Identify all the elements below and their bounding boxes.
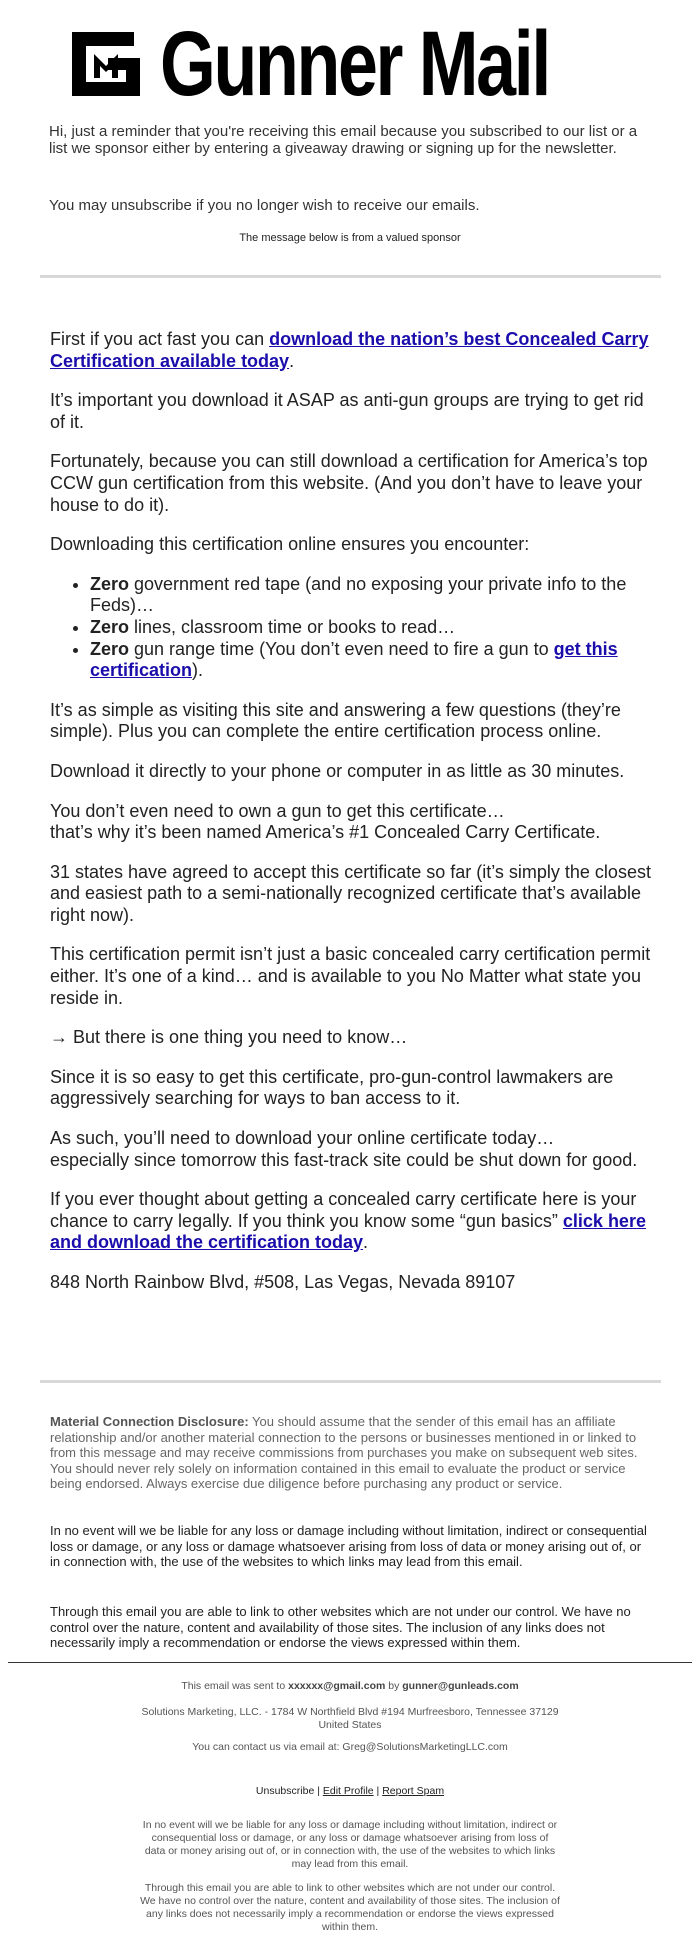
company-address: Solutions Marketing, LLC. - 1784 W Northfield Blvd #194 Murfreesboro, Tennessee 37129 United States [141, 1706, 559, 1731]
paragraph: This certification permit isn’t just a basic concealed carry certification permit either. It’s one of a kind… and is available to you No Matter what state you reside in. [50, 944, 651, 1008]
footer-links: Unsubscribe | Edit Profile | Report Spam [255, 1785, 445, 1797]
divider [40, 1380, 661, 1383]
external-links-notice: Through this email you are able to link to other websites which are not under our control. We have no control over the nature, content and availability of those sites. The inclusion of any links does not necessarily imply a recommendation or endorse the views expressed within them. [50, 1604, 631, 1651]
paragraph: If you ever thought about getting a concealed carry certificate here is your chance to carry legally. If you think you know some “gun basics” click here and download the certification today. [50, 1189, 646, 1253]
sent-to-line: This email was sent to xxxxxx@gmail.com by gunner@gunleads.com [181, 1680, 519, 1692]
benefits-list [50, 574, 655, 682]
liability-notice: In no event will we be liable for any loss or damage including without limitation, indirect or consequential loss or damage, or any loss or damage whatsoever arising from loss of data or money arising out of, or in connection with, the use of the websites to which links may lead from this email. [50, 1523, 647, 1570]
paragraph: Fortunately, because you can still download a certification for America’s top CCW gun certification from this website. (And you don’t have to leave your house to do it). [50, 451, 648, 515]
download-certification-link[interactable]: download the nation’s best Concealed Carry Certification available today [50, 329, 649, 371]
paragraph: Since it is so easy to get this certificate, pro-gun-control lawmakers are aggressively searching for ways to ban access to it. [50, 1066, 614, 1109]
paragraph: First if you act fast you can download the nation’s best Concealed Carry Certification available today. [50, 329, 649, 371]
brand-logo [64, 13, 604, 115]
unsubscribe-note: You may unsubscribe if you no longer wish to receive our emails. [49, 197, 480, 214]
paragraph: 31 states have agreed to accept this certificate so far (it’s simply the closest and easiest path to a semi-nationally recognized certificate that’s available right now). [50, 861, 651, 925]
divider [40, 275, 661, 278]
list-item: • Zero government red tape (and no exposing your private info to the Feds)… [90, 574, 655, 617]
unsubscribe-link[interactable]: Unsubscribe [255, 1785, 315, 1797]
footer-liability-notice: In no event will we be liable for any loss or damage including without limitation, indirect or consequential loss or damage, or any loss or damage whatsoever arising from loss of data or money arising out of, or in connection with, the use of the websites to which links may lead from this email. [142, 1819, 558, 1870]
sponsor-note: The message below is from a valued sponsor [239, 232, 461, 244]
message-body [50, 329, 655, 1312]
sender-email: gunner@gunleads.com [402, 1680, 519, 1692]
recipient-email: xxxxxx@gmail.com [288, 1680, 386, 1692]
paragraph: It’s important you download it ASAP as anti-gun groups are trying to get rid of it. [50, 390, 644, 432]
paragraph: Download it directly to your phone or computer in as little as 30 minutes. [50, 760, 625, 781]
footer-divider [8, 1662, 692, 1663]
edit-profile-link[interactable]: Edit Profile [322, 1785, 374, 1797]
list-item: • Zero lines, classroom time or books to read… [90, 617, 655, 639]
brand-name: Gunner Mail [160, 13, 549, 115]
postal-address: 848 North Rainbow Blvd, #508, Las Vegas, Nevada 89107 [50, 1272, 516, 1292]
get-certification-link[interactable]: get this certification [90, 638, 618, 681]
download-certification-cta-link[interactable]: click here and download the certification today [50, 1210, 646, 1253]
disclosure-heading: Material Connection Disclosure: [50, 1414, 249, 1429]
paragraph: → But there is one thing you need to know… [50, 1027, 408, 1048]
paragraph: Downloading this certification online ensures you encounter: [50, 534, 530, 555]
paragraph: It’s as simple as visiting this site and answering a few questions (they’re simple). Plus you can complete the entire certification process online. [50, 699, 621, 742]
paragraph: You don’t even need to own a gun to get this certificate… that’s why it’s been named America’s #1 Concealed Carry Certificate. [50, 800, 601, 843]
gunner-logo-icon [64, 28, 148, 100]
paragraph: As such, you’ll need to download your online certificate today… especially since tomorrow this fast-track site could be shut down for good. [50, 1128, 638, 1170]
report-spam-link[interactable]: Report Spam [382, 1785, 445, 1797]
subscription-reminder: Hi, just a reminder that you're receiving this email because you subscribed to our list or a list we sponsor either by entering a giveaway drawing or signing up for the newsletter. [49, 123, 638, 157]
material-connection-disclosure: Material Connection Disclosure: You should assume that the sender of this email has an affiliate relationship and/or another material connection to the persons or businesses mentioned in or linked to from this message and may receive commissions from purchases you make on subsequent web sites. You should never rely solely on information contained in this email to evaluate the product or service being endorsed. Always exercise due diligence before purchasing any product or service. [50, 1414, 638, 1492]
list-item: • Zero gun range time (You don’t even need to fire a gun to get this certification). [90, 639, 655, 682]
contact-line: You can contact us via email at: Greg@SolutionsMarketingLLC.com [192, 1741, 508, 1753]
footer-links-notice: Through this email you are able to link to other websites which are not under our control. We have no control over the nature, content and availability of those sites. The inclusion of any links does not necessarily imply a recommendation or endorse the views expressed within them. [140, 1882, 560, 1933]
